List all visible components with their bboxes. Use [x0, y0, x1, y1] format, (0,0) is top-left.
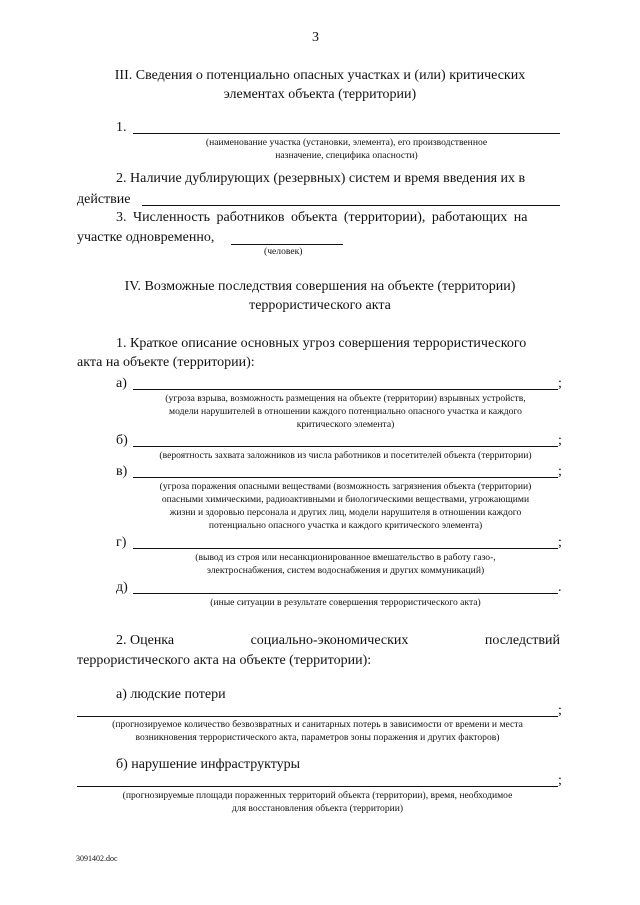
threat-g-blank-line	[133, 548, 558, 549]
infrastructure-label: б) нарушение инфраструктуры	[116, 757, 301, 772]
section-3-title-line1: III. Сведения о потенциально опасных участках и (или) критических	[114, 68, 526, 83]
threat-d-note: (иные ситуации в результате совершения террористического акта)	[210, 597, 481, 608]
item-2-blank-line	[142, 205, 560, 206]
infrastructure-blank-line	[77, 786, 558, 787]
infrastructure-note-line2: для восстановления объекта (территории)	[231, 803, 404, 814]
losses-semicolon: ;	[558, 703, 562, 718]
item-1-note-line2: назначение, специфика опасности)	[275, 150, 418, 161]
threat-d-blank-line	[133, 593, 558, 594]
threat-d-period: .	[558, 580, 562, 595]
losses-note-line2: возникновения террористического акта, параметров зоны поражения и других факторов)	[135, 732, 500, 743]
item-1-number: 1.	[116, 120, 127, 135]
section-4-title-line2: террористического акта	[249, 298, 391, 313]
threat-a-blank-line	[133, 389, 558, 390]
item-2-text-line1: 2. Наличие дублирующих (резервных) систем и время введения их в	[116, 171, 526, 186]
threat-v-note-line1: (угроза поражения опасными веществами (возможность загрязнения объекта (территории)	[159, 481, 532, 492]
item-1-note-line1: (наименование участка (установки, элемента), его производственное	[205, 137, 488, 148]
threat-b-blank-line	[133, 446, 558, 447]
threat-v-note-line3: жизни и здоровью персонала и других лиц, модели нарушителя в отношении каждого	[169, 507, 522, 518]
threat-v-label: в)	[116, 464, 128, 479]
threat-d-label: д)	[116, 580, 128, 595]
losses-label: а) людские потери	[116, 687, 226, 702]
assessment-word-2: социально-экономических	[250, 633, 409, 648]
losses-note-line1: (прогнозируемое количество безвозвратных и санитарных потерь в зависимости от времени и места	[112, 719, 523, 730]
threat-v-semicolon: ;	[558, 464, 562, 479]
threats-heading-line2: акта на объекте (территории):	[77, 355, 255, 370]
item-3-text-line1: 3. Численность работников объекта (территории), работающих на	[116, 210, 528, 225]
losses-blank-line	[77, 716, 558, 717]
threat-g-semicolon: ;	[558, 535, 562, 550]
threat-b-note: (вероятность захвата заложников из числа работников и посетителей объекта (территории)	[159, 450, 532, 461]
threat-v-blank-line	[133, 477, 558, 478]
threat-a-note-line2: модели нарушителей в отношении каждого потенциально опасного участка и каждого	[169, 406, 522, 417]
threat-v-note-line4: потенциально опасного участка и каждого критического элемента)	[208, 520, 483, 531]
threat-v-note-line2: опасными химическими, радиоактивными и биологическими веществами, угрожающими	[161, 494, 530, 505]
section-4-title-line1: IV. Возможные последствия совершения на объекте (территории)	[124, 279, 516, 294]
item-3-text-line2: участке одновременно,	[77, 230, 215, 245]
threat-a-note-line3: критического элемента)	[296, 419, 395, 430]
item-3-note: (человек)	[264, 246, 303, 257]
assessment-word-1: 2. Оценка	[116, 633, 175, 648]
threat-b-label: б)	[116, 433, 128, 448]
threat-a-label: а)	[116, 376, 127, 391]
item-1-blank-line	[133, 133, 560, 134]
assessment-heading-line1	[116, 633, 560, 649]
item-3-blank-line	[231, 244, 343, 245]
threat-a-note-line1: (угроза взрыва, возможность размещения на объекте (территории) взрывных устройств,	[165, 393, 526, 404]
threat-b-semicolon: ;	[558, 433, 562, 448]
footer-doc-id: 3091402.doc	[76, 854, 118, 863]
assessment-heading-line2: террористического акта на объекте (территории):	[77, 653, 372, 668]
page-number: 3	[312, 30, 319, 45]
assessment-word-3: последствий	[484, 633, 560, 648]
threats-heading-line1: 1. Краткое описание основных угроз совершения террористического	[116, 336, 527, 351]
threat-a-semicolon: ;	[558, 376, 562, 391]
infrastructure-semicolon: ;	[558, 773, 562, 788]
threat-g-note-line2: электроснабжения, систем водоснабжения и других коммуникаций)	[206, 565, 485, 576]
infrastructure-note-line1: (прогнозируемые площади пораженных территорий объекта (территории), время, необходимое	[122, 790, 513, 801]
item-2-text-line2: действие	[77, 192, 131, 207]
threat-g-note-line1: (вывод из строя или несанкционированное вмешательство в работу газо-,	[195, 552, 496, 563]
section-3-title-line2: элементах объекта (территории)	[223, 87, 417, 102]
threat-g-label: г)	[116, 535, 127, 550]
